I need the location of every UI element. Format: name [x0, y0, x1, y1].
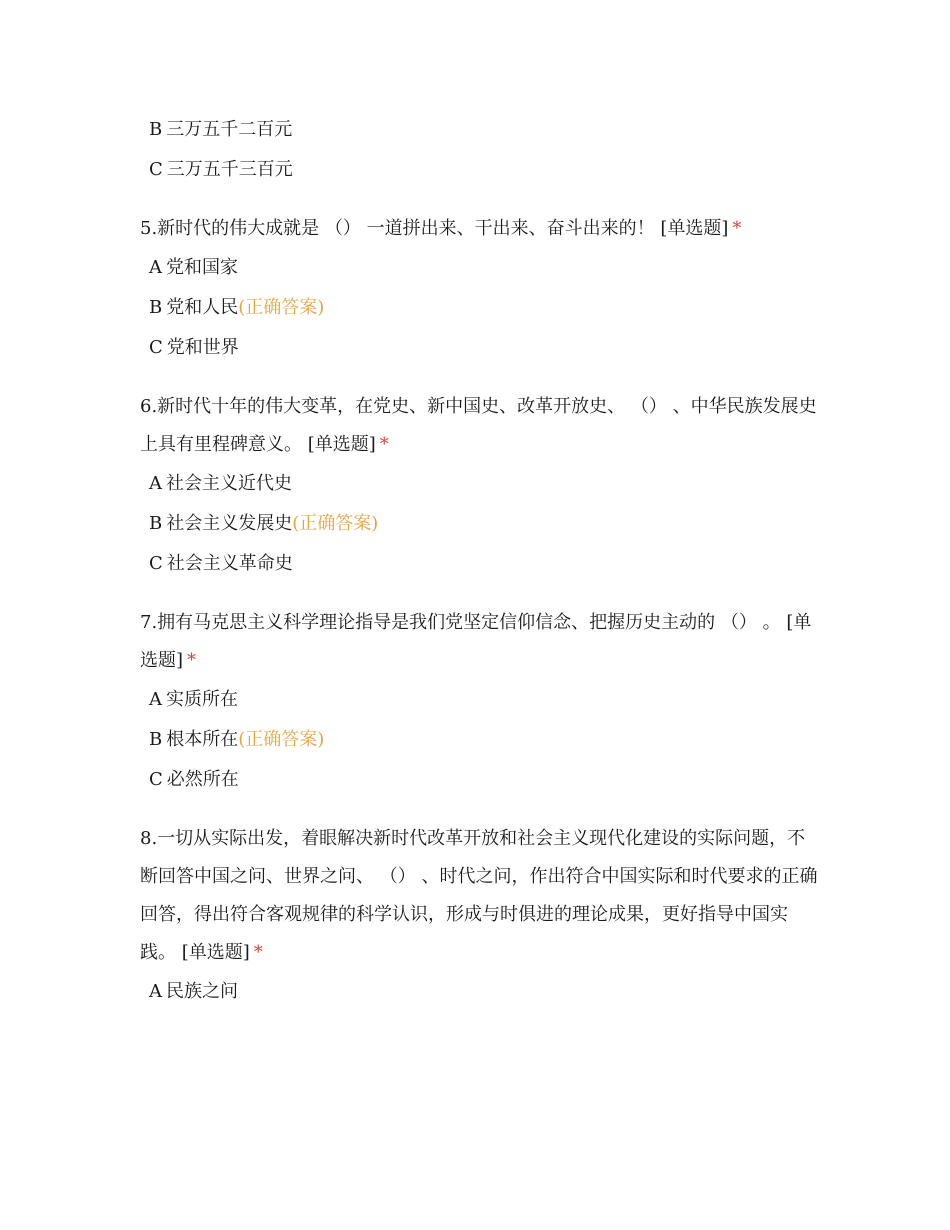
option-text: 社会主义革命史 [166, 553, 293, 574]
option-text: 三万五千二百元 [166, 119, 293, 140]
q6-option-c [149, 552, 820, 576]
question-text: 5.新时代的伟大成就是 （） 一道拼出来、干出来、奋斗出来的！ [140, 218, 655, 239]
q4-option-b [149, 118, 820, 142]
q5-option-c [149, 336, 820, 360]
option-text: 党和国家 [166, 257, 238, 278]
q5-option-a [149, 256, 820, 280]
question-text: 6.新时代十年的伟大变革，在党史、新中国史、改革开放史、 （） 、中华民族发展史上具有里程碑意义。 [140, 396, 817, 455]
question-text: 7.拥有马克思主义科学理论指导是我们党坚定信仰信念、把握历史主动的 （） 。 [140, 612, 781, 633]
question-type: [单选题] [181, 942, 250, 963]
option-text: 党和人民 [166, 297, 239, 318]
option-letter: C [149, 553, 163, 574]
q6-option-b [149, 512, 820, 536]
q6-options [140, 472, 820, 576]
required-marker: * [187, 650, 197, 671]
option-letter: A [149, 981, 162, 1002]
question-type: [单选题] [307, 434, 376, 455]
option-letter: B [149, 119, 163, 140]
option-letter: C [149, 337, 163, 358]
question-8 [140, 820, 820, 972]
option-letter: A [149, 689, 162, 710]
question-type: [单选题] [140, 612, 812, 671]
q7-options [140, 688, 820, 792]
q7-option-c [149, 768, 820, 792]
q8-option-a [149, 980, 820, 1004]
option-text: 必然所在 [166, 769, 239, 790]
question-7 [140, 604, 820, 680]
option-letter: B [149, 297, 163, 318]
question-text: 8.一切从实际出发，着眼解决新时代改革开放和社会主义现代化建设的实际问题，不断回答中国之问、世界之问、 （） 、时代之问，作出符合中国实际和时代要求的正确回答，得出符合客观规律的科学认识，形成与时俱进的理论成果，更好指导中国实践。 [140, 828, 818, 963]
option-text: 民族之问 [166, 981, 238, 1002]
q5-option-b [149, 296, 820, 320]
q7-option-b [149, 728, 820, 752]
required-marker: * [732, 218, 742, 239]
required-marker: * [253, 942, 263, 963]
q8-options [140, 980, 820, 1004]
q4-option-c [149, 158, 820, 182]
option-text: 根本所在 [166, 729, 239, 750]
option-text: 三万五千三百元 [166, 159, 293, 180]
option-letter: B [149, 729, 163, 750]
option-letter: A [149, 257, 162, 278]
option-text: 党和世界 [166, 337, 239, 358]
question-type: [单选题] [660, 218, 729, 239]
q7-option-a [149, 688, 820, 712]
required-marker: * [379, 434, 389, 455]
survey-document [140, 118, 820, 1020]
q6-option-a [149, 472, 820, 496]
correct-answer-mark: (正确答案) [292, 513, 379, 534]
correct-answer-mark: (正确答案) [238, 297, 325, 318]
option-letter: C [149, 159, 163, 180]
question-6 [140, 388, 820, 464]
question-5 [140, 210, 820, 248]
option-text: 实质所在 [166, 689, 238, 710]
option-text: 社会主义近代史 [166, 473, 292, 494]
option-letter: B [149, 513, 163, 534]
q5-options [140, 256, 820, 360]
correct-answer-mark: (正确答案) [238, 729, 325, 750]
option-letter: A [149, 473, 162, 494]
option-letter: C [149, 769, 163, 790]
option-text: 社会主义发展史 [166, 513, 293, 534]
q4-options [140, 118, 820, 182]
